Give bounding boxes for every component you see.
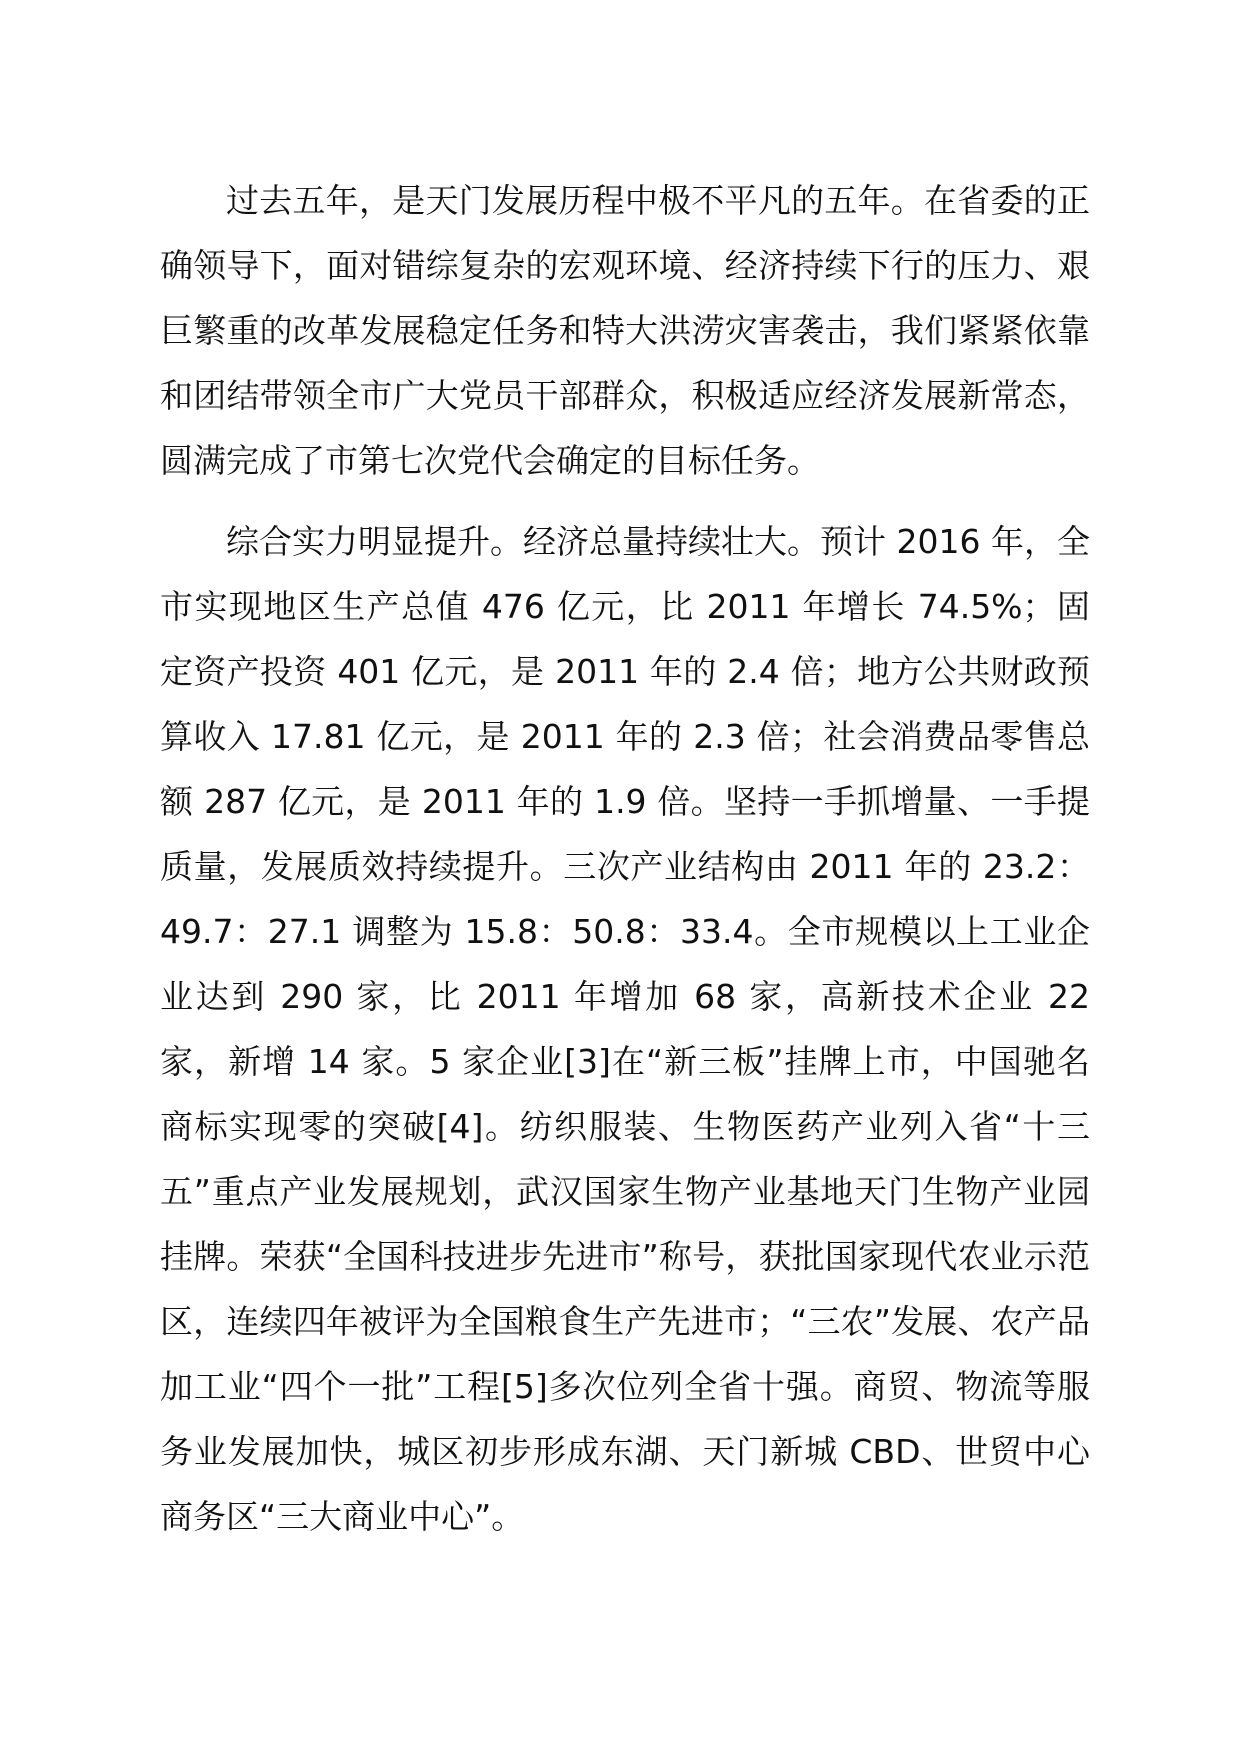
- paragraph-review-five-years: 过去五年，是天门发展历程中极不平凡的五年。在省委的正确领导下，面对错综复杂的宏观环境、经济持续下行的压力、艰巨繁重的改革发展稳定任务和特大洪涝灾害袭击，我们紧紧依靠和团结带领全市广大党员干部群众，积极适应经济发展新常态，圆满完成了市第七次党代会确定的目标任务。: [160, 181, 1090, 480]
- document-body: [160, 168, 1090, 1549]
- paragraph-comprehensive-strength: 综合实力明显提升。经济总量持续壮大。预计 2016 年，全市实现地区生产总值 476 亿元，比 2011 年增长 74.5%；固定资产投资 401 亿元，是 2011 年的 2.4 倍；地方公共财政预算收入 17.81 亿元，是 2011 年的 2.3 倍；社会消费品零售总额 287 亿元，是 2011 年的 1.9 倍。坚持一手抓增量、一手提质量，发展质效持续提升。三次产业结构由 2011 年的 23.2：49.7：27.1 调整为 15.8：50.8：33.4。全市规模以上工业企业达到 290 家，比 2011 年增加 68 家，高新技术企业 22 家，新增 14 家。5 家企业[3]在“新三板”挂牌上市，中国驰名商标实现零的突破[4]。纺织服装、生物医药产业列入省“十三五”重点产业发展规划，武汉国家生物产业基地天门生物产业园挂牌。荣获“全国科技进步先进市”称号，获批国家现代农业示范区，连续四年被评为全国粮食生产先进市；“三农”发展、农产品加工业“四个一批”工程[5]多次位列全省十强。商贸、物流等服务业发展加快，城区初步形成东湖、天门新城 CBD、世贸中心商务区“三大商业中心”。: [160, 522, 1090, 1536]
